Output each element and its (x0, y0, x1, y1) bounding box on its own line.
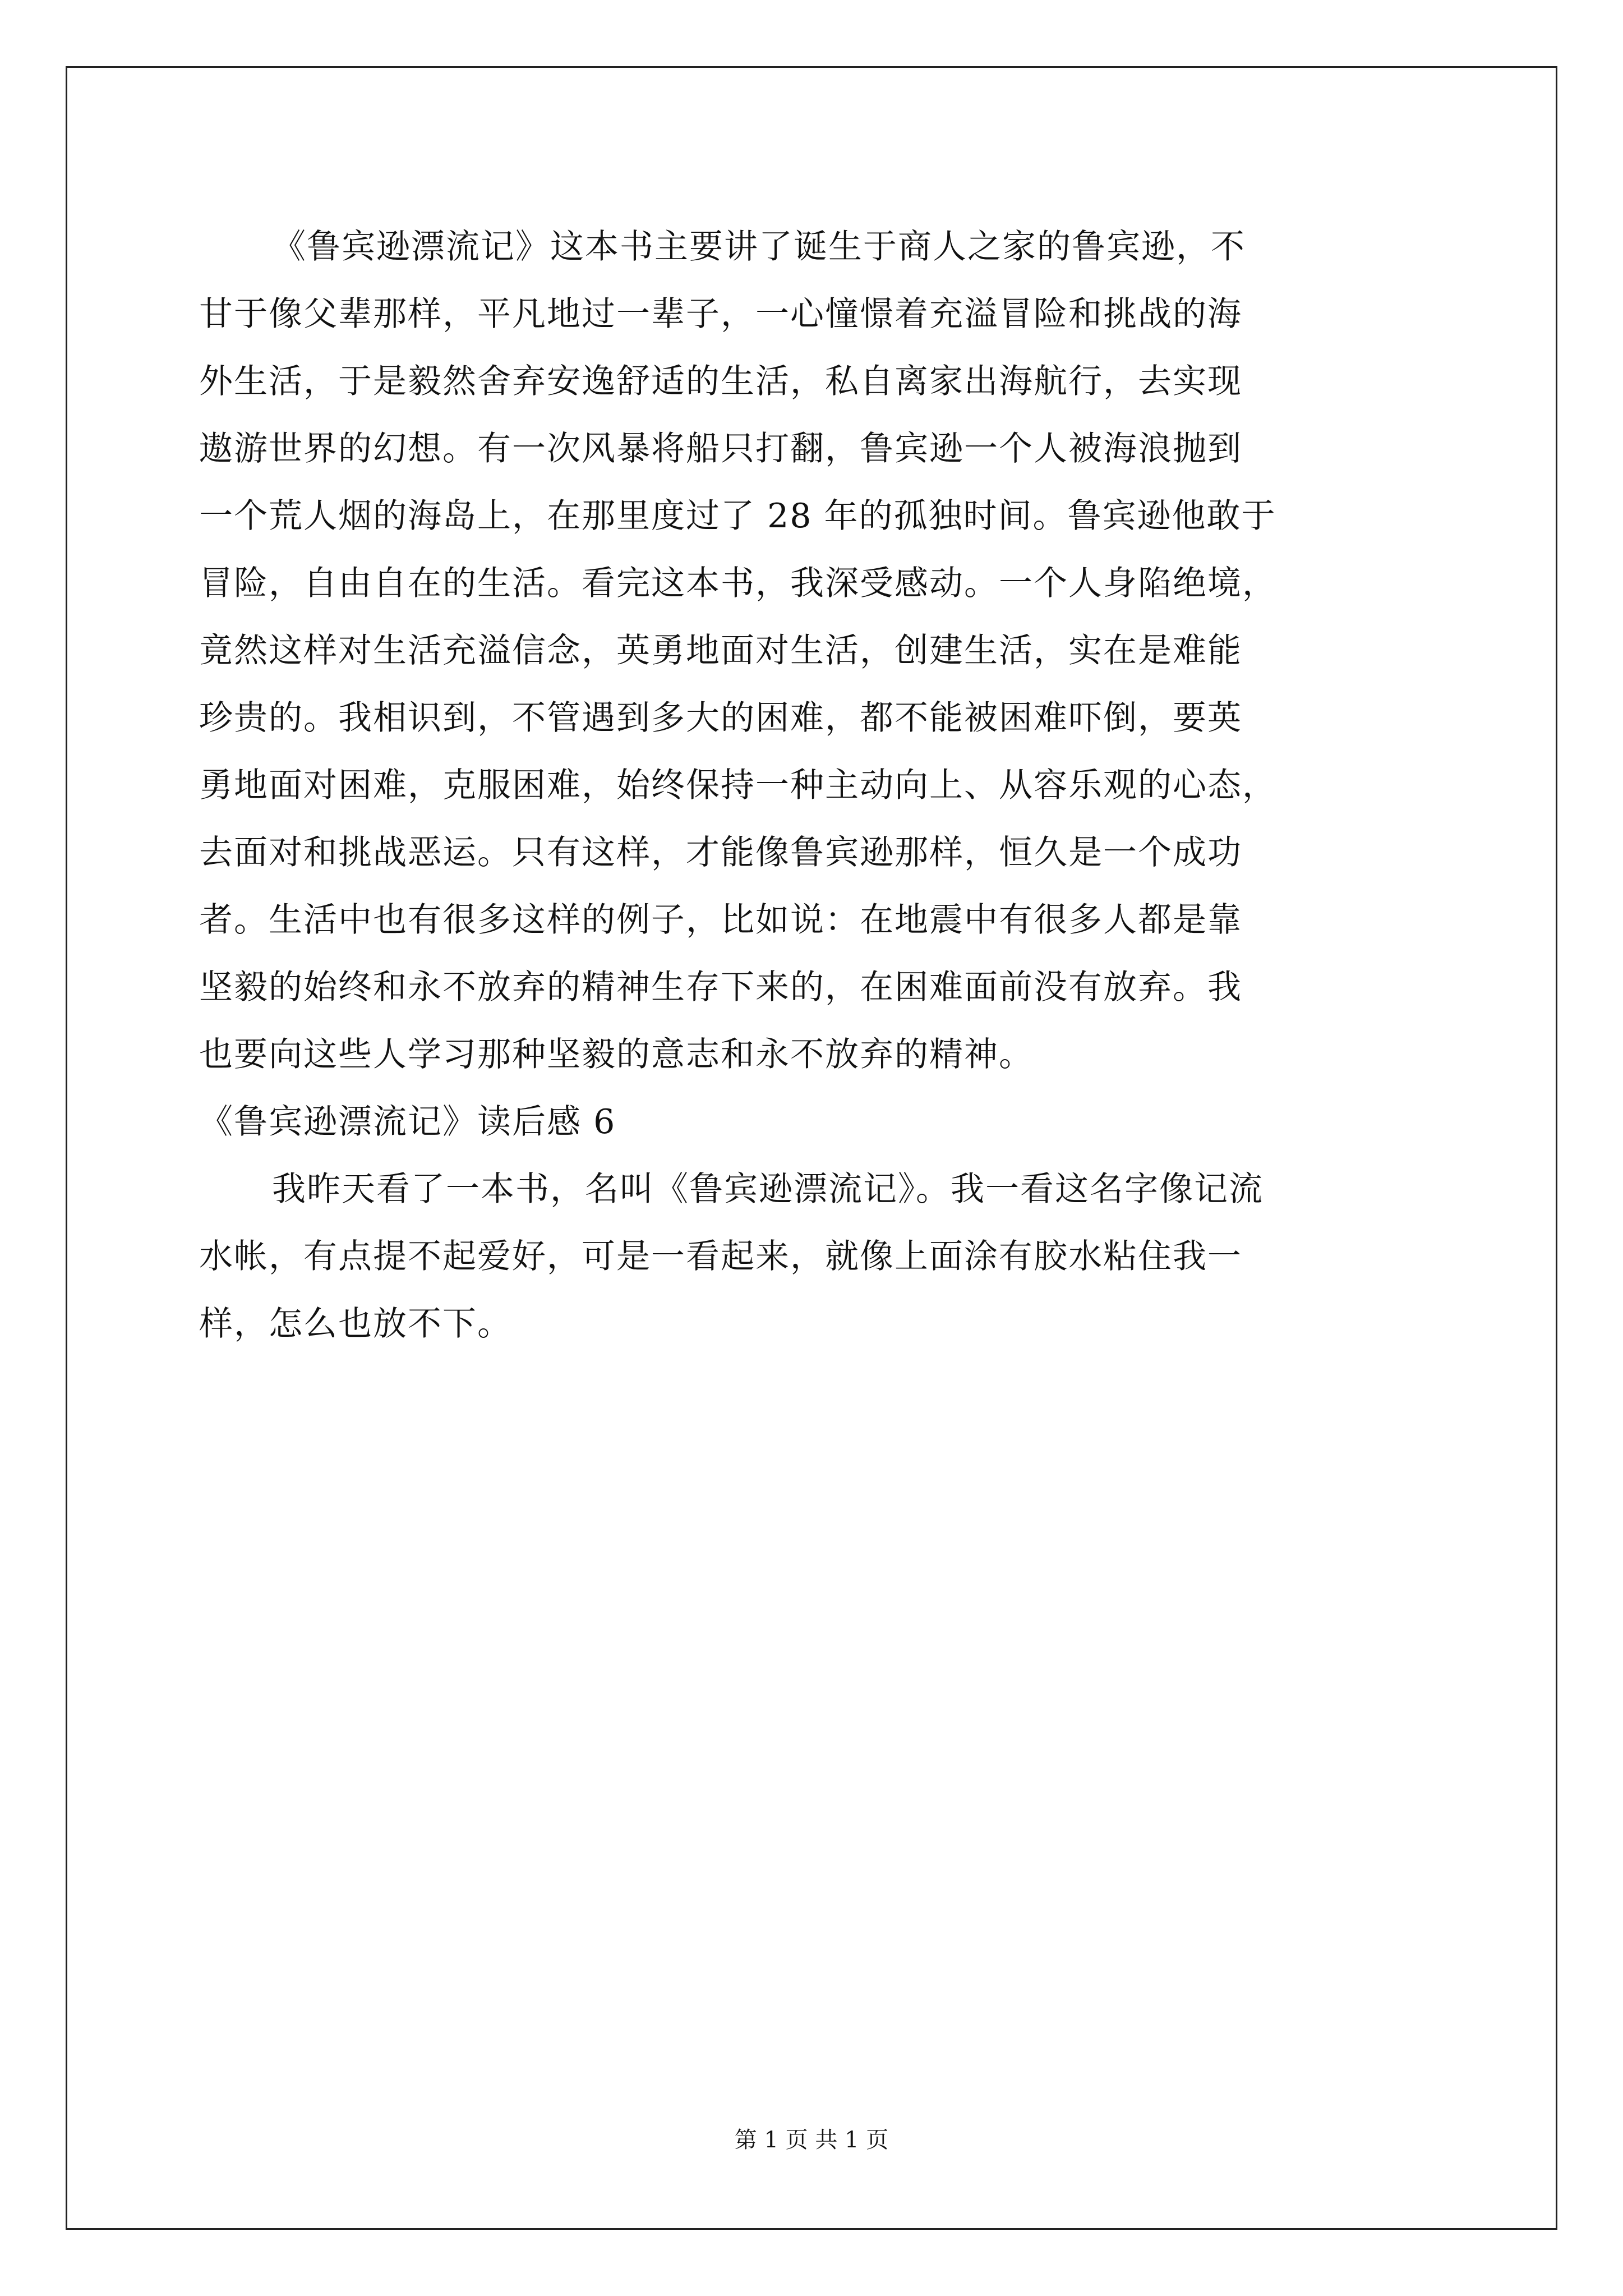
text-line: 遨游世界的幻想。有一次风暴将船只打翻，鲁宾逊一个人被海浪抛到 (199, 429, 1242, 468)
text-line: 也要向这些人学习那种坚毅的意志和永不放弃的精神。 (199, 1035, 1034, 1074)
text-line: 去面对和挑战恶运。只有这样，才能像鲁宾逊那样，恒久是一个成功 (199, 833, 1242, 872)
page-number-label: 第 1 页 共 1 页 (734, 2127, 889, 2153)
text-line: 我昨天看了一本书，名叫《鲁宾逊漂流记》。我一看这名字像记流 (272, 1170, 1264, 1209)
text-line: 者。生活中也有很多这样的例子，比如说：在地震中有很多人都是靠 (199, 900, 1242, 940)
text-line: 冒险，自由自在的生活。看完这本书，我深受感动。一个人身陷绝境， (199, 564, 1277, 603)
paragraph-1 (199, 213, 1433, 1088)
text-line: 样，怎么也放不下。 (199, 1304, 512, 1343)
page-footer (0, 2126, 1623, 2154)
document-body (199, 213, 1433, 1358)
text-line: 甘于像父辈那样，平凡地过一辈子，一心憧憬着充溢冒险和挑战的海 (199, 295, 1242, 334)
text-line: 竟然这样对生活充溢信念，英勇地面对生活，创建生活，实在是难能 (199, 631, 1242, 670)
text-line: 坚毅的始终和永不放弃的精神生存下来的，在困难面前没有放弃。我 (199, 968, 1242, 1007)
text-line: 外生活，于是毅然舍弃安逸舒适的生活，私自离家出海航行，去实现 (199, 362, 1242, 401)
text-line: 《鲁宾逊漂流记》这本书主要讲了诞生于商人之家的鲁宾逊，不 (272, 227, 1246, 266)
text-line: 水帐，有点提不起爱好，可是一看起来，就像上面涂有胶水粘住我一 (199, 1237, 1242, 1276)
paragraph-2 (199, 1156, 1433, 1358)
section-heading: 《鲁宾逊漂流记》读后感 6 (199, 1102, 616, 1142)
text-line: 勇地面对困难，克服困难，始终保持一种主动向上、从容乐观的心态， (199, 766, 1277, 805)
text-line: 一个荒人烟的海岛上，在那里度过了 28 年的孤独时间。鲁宾逊他敢于 (199, 496, 1276, 536)
text-line: 珍贵的。我相识到，不管遇到多大的困难，都不能被困难吓倒，要英 (199, 698, 1242, 738)
